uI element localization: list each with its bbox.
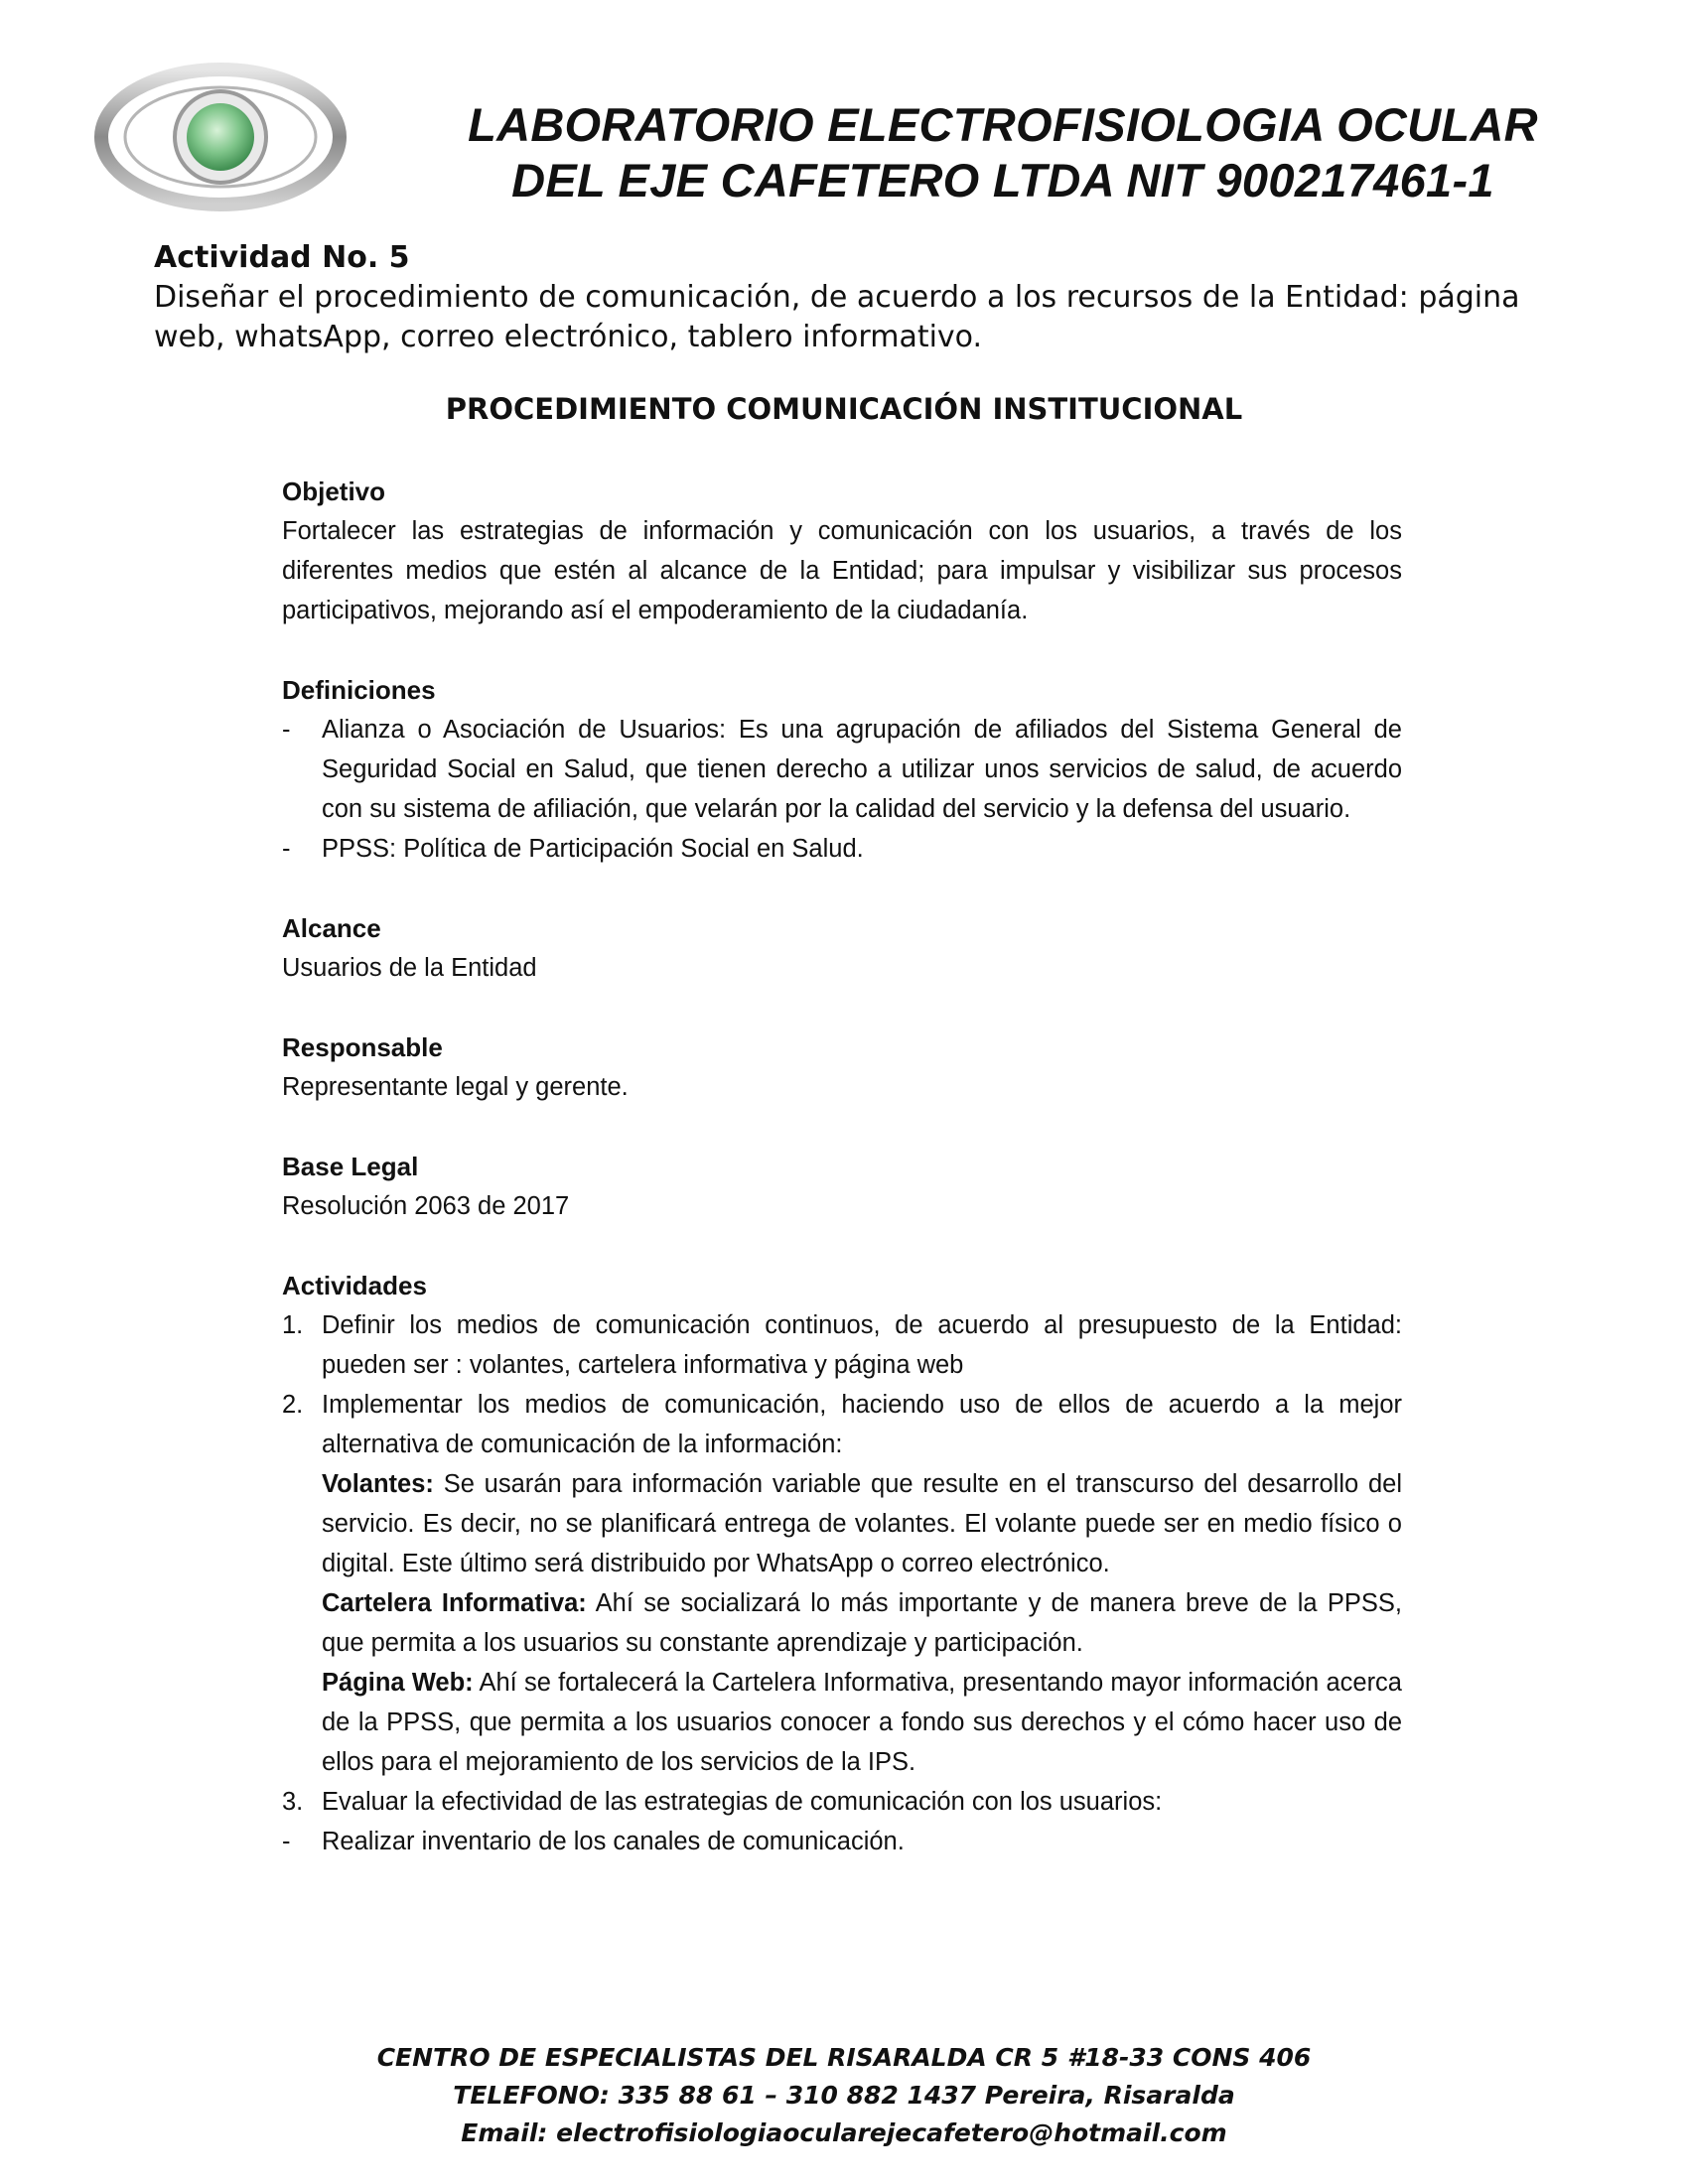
activity-description: Diseñar el procedimiento de comunicación, de acuerdo a los recursos de la Entidad: página web, whatsApp, correo electrónico, tablero informativo. <box>154 280 1520 354</box>
volantes-text: Se usarán para información variable que resulte en el transcurso del desarrollo del servicio. Es decir, no se planificará entrega de volantes. El volante puede ser en medio físico o digital. Este último será distribuido por WhatsApp o correo electrónico. <box>322 1470 1402 1577</box>
list-marker: - <box>282 716 291 744</box>
actividades-heading: Actividades <box>282 1271 427 1300</box>
header-title <box>427 97 1579 208</box>
activity-number: Actividad No. 5 <box>154 240 410 275</box>
cartelera-label: Cartelera Informativa: <box>322 1589 587 1617</box>
pagina-web-text: Ahí se fortalecerá la Cartelera Informativa, presentando mayor información acerca de la PPSS, que permita a los usuarios conocer a fondo sus derechos y el cómo hacer uso de ellos para el mejoramiento de los servicios de la IPS. <box>322 1669 1402 1776</box>
list-item <box>282 1782 1402 1822</box>
actividad-2-text: Implementar los medios de comunicación, haciendo uso de ellos de acuerdo a la mejor alternativa de comunicación de la información: <box>322 1391 1402 1458</box>
definiciones-heading: Definiciones <box>282 675 436 705</box>
header-title-line2: DEL EJE CAFETERO LTDA NIT 900217461-1 <box>511 154 1494 206</box>
procedure-content <box>282 472 1402 1861</box>
procedure-title: PROCEDIMIENTO COMUNICACIÓN INSTITUCIONAL <box>445 392 1243 426</box>
actividad-3-text: Evaluar la efectividad de las estrategias de comunicación con los usuarios: <box>322 1788 1163 1816</box>
list-marker: 1. <box>282 1311 304 1339</box>
responsable-text: Representante legal y gerente. <box>282 1073 629 1101</box>
responsable-heading: Responsable <box>282 1032 443 1062</box>
definicion-alianza: Alianza o Asociación de Usuarios: Es una agrupación de afiliados del Sistema General de Seguridad Social en Salud, que tienen derecho a utilizar unos servicios de salud, de acuerdo con su sistema de afiliación, que velarán por la calidad del servicio y la defensa del usuario. <box>322 716 1402 823</box>
base-legal-heading: Base Legal <box>282 1152 419 1181</box>
pagina-web-label: Página Web: <box>322 1669 474 1697</box>
actividad-1-text: Definir los medios de comunicación continuos, de acuerdo al presupuesto de la Entidad: pueden ser : volantes, cartelera informativa y página web <box>322 1311 1402 1379</box>
alcance-heading: Alcance <box>282 913 381 943</box>
actividad-4-text: Realizar inventario de los canales de comunicación. <box>322 1828 905 1855</box>
volantes-paragraph <box>322 1464 1402 1583</box>
page-footer <box>0 2039 1688 2152</box>
list-marker: - <box>282 1828 291 1855</box>
list-item <box>282 1385 1402 1464</box>
cartelera-paragraph <box>322 1583 1402 1663</box>
list-item <box>282 710 1402 829</box>
footer-email: Email: electrofisiologiaocularejecafetero@hotmail.com <box>461 2118 1227 2147</box>
volantes-label: Volantes: <box>322 1470 434 1498</box>
list-marker: - <box>282 835 291 863</box>
base-legal-text: Resolución 2063 de 2017 <box>282 1192 570 1220</box>
objetivo-heading: Objetivo <box>282 477 386 506</box>
activity-block <box>154 238 1544 357</box>
cartelera-text: Ahí se socializará lo más importante y de manera breve de la PPSS, que permita a los usuarios su constante aprendizaje y participación. <box>322 1589 1402 1657</box>
header-title-line1: LABORATORIO ELECTROFISIOLOGIA OCULAR <box>468 98 1538 151</box>
pagina-web-paragraph <box>322 1663 1402 1782</box>
objetivo-text: Fortalecer las estrategias de información y comunicación con los usuarios, a través de los diferentes medios que estén al alcance de la Entidad; para impulsar y visibilizar sus procesos participativos, mejorando así el empoderamiento de la ciudadanía. <box>282 517 1402 624</box>
list-item <box>282 829 1402 869</box>
list-item <box>282 1822 1402 1861</box>
footer-address: CENTRO DE ESPECIALISTAS DEL RISARALDA CR 5 #18-33 CONS 406 <box>376 2043 1312 2072</box>
alcance-text: Usuarios de la Entidad <box>282 954 537 982</box>
definicion-ppss: PPSS: Política de Participación Social en Salud. <box>322 835 864 863</box>
eye-logo-icon <box>91 50 350 228</box>
footer-phone: TELEFONO: 335 88 61 – 310 882 1437 Pereira, Risaralda <box>453 2081 1235 2110</box>
list-marker: 2. <box>282 1391 304 1419</box>
list-item <box>282 1305 1402 1385</box>
list-marker: 3. <box>282 1788 304 1816</box>
